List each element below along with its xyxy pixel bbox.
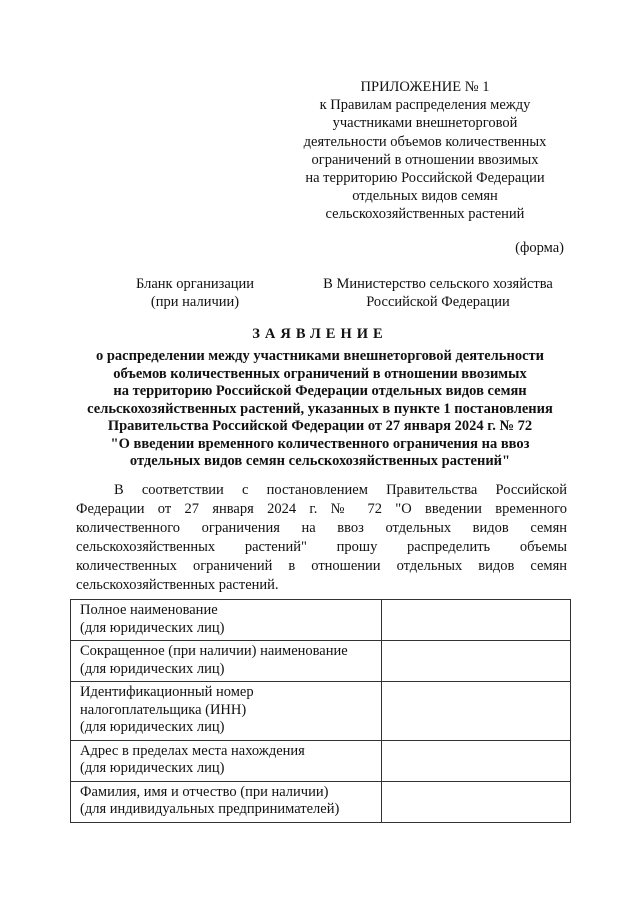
applicant-info-table (70, 599, 571, 823)
subject-line: объемов количественных ограничений в отношении ввозимых (113, 365, 527, 382)
table-row-inn (71, 682, 571, 741)
appendix-block (280, 78, 570, 224)
address-label (71, 740, 382, 781)
body-line: количественных ограничений в отношении отдельных видов семян (76, 558, 567, 574)
table-row-address (71, 740, 571, 781)
row-label-line: налогоплательщика (ИНН) (80, 701, 247, 718)
document-heading: ЗАЯВЛЕНИЕ (252, 326, 388, 342)
subject-line: на территорию Российской Федерации отдельных видов семян (113, 383, 527, 399)
recipient-line: В Министерство сельского хозяйства (323, 276, 553, 292)
organization-letterhead-block (120, 275, 270, 311)
row-label-line: Идентификационный номер (80, 684, 254, 700)
inn-field[interactable] (381, 682, 570, 741)
row-label-note: (для юридических лиц) (80, 619, 225, 636)
body-line: сельскохозяйственных растений" прошу распределить объемы (76, 539, 567, 555)
subject-line: сельскохозяйственных растений, указанных в пункте 1 постановления (87, 400, 553, 417)
table-row-full-name (71, 600, 571, 641)
appendix-line: участниками внешнеторговой (332, 115, 518, 132)
subject-line: отдельных видов семян сельскохозяйственных растений" (129, 453, 511, 469)
row-label-note: (для юридических лиц) (80, 719, 225, 735)
row-label-note: (для индивидуальных предпринимателей) (80, 801, 340, 817)
appendix-line: сельскохозяйственных растений (325, 206, 525, 223)
inn-label (71, 682, 382, 741)
subject-line: "О введении временного количественного ограничения на ввоз (110, 435, 530, 452)
appendix-title: ПРИЛОЖЕНИЕ № 1 (360, 79, 490, 95)
table-row-entrepreneur-name (71, 781, 571, 822)
form-label: (форма) (515, 240, 564, 256)
subject-line: о распределении между участниками внешнеторговой деятельности (95, 348, 544, 364)
appendix-line: ограничений в отношении ввозимых (311, 151, 539, 168)
short-name-label (71, 641, 382, 682)
body-line: сельскохозяйственных растений. (76, 577, 279, 593)
row-label-line: Сокращенное (при наличии) наименование (80, 643, 348, 659)
address-field[interactable] (381, 740, 570, 781)
appendix-line: к Правилам распределения между (319, 97, 531, 114)
recipient-block (308, 275, 568, 311)
table-row-short-name (71, 641, 571, 682)
short-name-field[interactable] (381, 641, 570, 682)
entrepreneur-name-label (71, 781, 382, 822)
entrepreneur-name-field[interactable] (381, 781, 570, 822)
application-subject (60, 348, 580, 471)
appendix-line: на территорию Российской Федерации (305, 170, 545, 187)
full-name-field[interactable] (381, 600, 570, 641)
recipient-line: Российской Федерации (366, 294, 510, 310)
body-paragraph (76, 481, 567, 595)
row-label-line: Полное наименование (80, 602, 218, 618)
body-line: В соответствии с постановлением Правительства Российской (114, 482, 567, 498)
appendix-line: деятельности объемов количественных (303, 133, 547, 150)
row-label-line: Адрес в пределах места нахождения (80, 742, 305, 759)
subject-line: Правительства Российской Федерации от 27 января 2024 г. № 72 (107, 418, 533, 434)
letterhead-line: Бланк организации (135, 276, 255, 292)
body-line: количественного ограничения на ввоз отдельных видов семян (76, 520, 567, 536)
letterhead-note: (при наличии) (150, 294, 240, 310)
appendix-line: отдельных видов семян (352, 188, 498, 205)
body-line: Федерации от 27 января 2024 г. № 72 "О введении временного (76, 501, 567, 517)
row-label-note: (для юридических лиц) (80, 660, 225, 677)
full-name-label (71, 600, 382, 641)
row-label-note: (для юридических лиц) (80, 760, 225, 776)
row-label-line: Фамилия, имя и отчество (при наличии) (80, 783, 329, 800)
